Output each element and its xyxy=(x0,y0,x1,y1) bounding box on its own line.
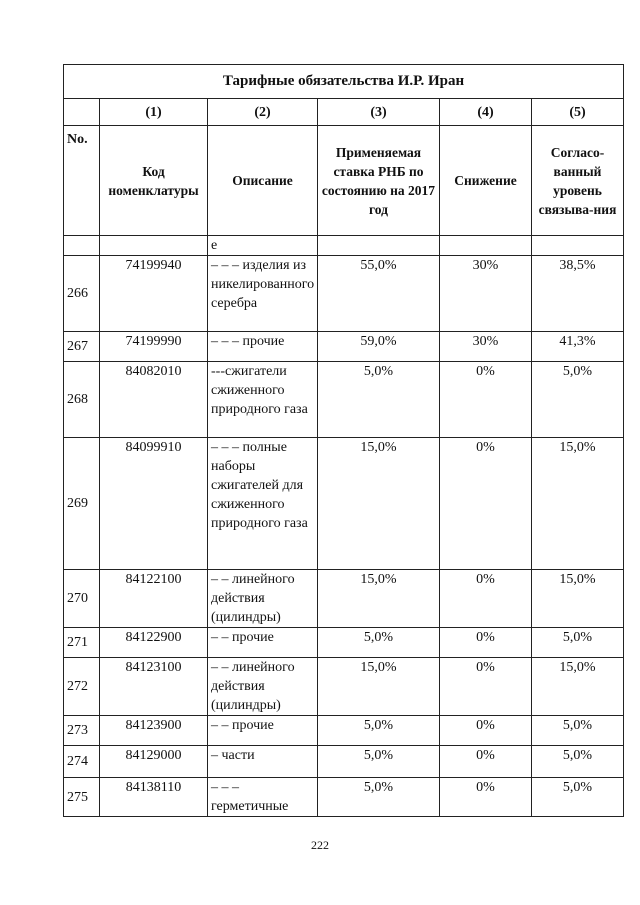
applied-rate: 55,0% xyxy=(318,256,440,332)
reduction: 30% xyxy=(440,332,532,362)
row-number: 273 xyxy=(64,716,100,746)
table-row xyxy=(64,570,624,628)
row-number: 274 xyxy=(64,746,100,778)
applied-rate: 5,0% xyxy=(318,778,440,817)
row-number: 266 xyxy=(64,256,100,332)
row-number: 271 xyxy=(64,628,100,658)
header-code: Код номенклатуры xyxy=(100,126,208,236)
bound-level: 38,5% xyxy=(532,256,624,332)
col-number-blank xyxy=(64,99,100,126)
cont-cell xyxy=(440,236,532,256)
nomenclature-code: 84129000 xyxy=(100,746,208,778)
reduction: 0% xyxy=(440,746,532,778)
nomenclature-code: 84123900 xyxy=(100,716,208,746)
applied-rate: 5,0% xyxy=(318,716,440,746)
reduction: 0% xyxy=(440,628,532,658)
bound-level: 5,0% xyxy=(532,746,624,778)
reduction: 0% xyxy=(440,658,532,716)
reduction: 0% xyxy=(440,362,532,438)
nomenclature-code: 84099910 xyxy=(100,438,208,570)
applied-rate: 59,0% xyxy=(318,332,440,362)
applied-rate: 5,0% xyxy=(318,628,440,658)
description: – части xyxy=(208,746,318,778)
table-row xyxy=(64,628,624,658)
description: – – прочие xyxy=(208,628,318,658)
tariff-table xyxy=(63,64,624,817)
col-number-1: (1) xyxy=(100,99,208,126)
col-number-5: (5) xyxy=(532,99,624,126)
nomenclature-code: 84082010 xyxy=(100,362,208,438)
bound-level: 5,0% xyxy=(532,628,624,658)
header-applied-rate: Применяемая ставка РНБ по состоянию на 2017 год xyxy=(318,126,440,236)
applied-rate: 15,0% xyxy=(318,658,440,716)
nomenclature-code: 84122100 xyxy=(100,570,208,628)
bound-level: 5,0% xyxy=(532,716,624,746)
cont-cell xyxy=(318,236,440,256)
header-reduction: Снижение xyxy=(440,126,532,236)
nomenclature-code: 84123100 xyxy=(100,658,208,716)
bound-level: 15,0% xyxy=(532,570,624,628)
description: – – – изделия из никелированного серебра xyxy=(208,256,318,332)
row-number: 268 xyxy=(64,362,100,438)
col-number-3: (3) xyxy=(318,99,440,126)
cont-cell xyxy=(532,236,624,256)
description: – – линейного действия (цилиндры) xyxy=(208,570,318,628)
applied-rate: 15,0% xyxy=(318,438,440,570)
description: – – прочие xyxy=(208,716,318,746)
table-title: Тарифные обязательства И.Р. Иран xyxy=(64,65,624,99)
page-number: 222 xyxy=(311,838,329,852)
reduction: 0% xyxy=(440,778,532,817)
header-bound-level: Согласо-ванный уровень связыва-ния xyxy=(532,126,624,236)
bound-level: 15,0% xyxy=(532,438,624,570)
bound-level: 5,0% xyxy=(532,778,624,817)
reduction: 30% xyxy=(440,256,532,332)
description: ---сжигатели сжиженного природного газа xyxy=(208,362,318,438)
bound-level: 41,3% xyxy=(532,332,624,362)
bound-level: 15,0% xyxy=(532,658,624,716)
col-number-2: (2) xyxy=(208,99,318,126)
col-number-4: (4) xyxy=(440,99,532,126)
reduction: 0% xyxy=(440,438,532,570)
applied-rate: 5,0% xyxy=(318,746,440,778)
table-row xyxy=(64,716,624,746)
reduction: 0% xyxy=(440,570,532,628)
table-row xyxy=(64,746,624,778)
description: – – линейного действия (цилиндры) xyxy=(208,658,318,716)
reduction: 0% xyxy=(440,716,532,746)
table-row xyxy=(64,658,624,716)
description: – – – полные наборы сжигателей для сжиженного природного газа xyxy=(208,438,318,570)
applied-rate: 5,0% xyxy=(318,362,440,438)
table-row xyxy=(64,362,624,438)
row-number: 267 xyxy=(64,332,100,362)
applied-rate: 15,0% xyxy=(318,570,440,628)
bound-level: 5,0% xyxy=(532,362,624,438)
row-number: 269 xyxy=(64,438,100,570)
table-row xyxy=(64,332,624,362)
description: – – – герметичные xyxy=(208,778,318,817)
nomenclature-code: 74199940 xyxy=(100,256,208,332)
nomenclature-code: 84138110 xyxy=(100,778,208,817)
table-row xyxy=(64,438,624,570)
cont-cell xyxy=(100,236,208,256)
table-row xyxy=(64,256,624,332)
header-description: Описание xyxy=(208,126,318,236)
table-row xyxy=(64,778,624,817)
row-number: 270 xyxy=(64,570,100,628)
nomenclature-code: 84122900 xyxy=(100,628,208,658)
row-number: 275 xyxy=(64,778,100,817)
row-number: 272 xyxy=(64,658,100,716)
cont-cell xyxy=(64,236,100,256)
cont-description: е xyxy=(208,236,318,256)
nomenclature-code: 74199990 xyxy=(100,332,208,362)
description: – – – прочие xyxy=(208,332,318,362)
header-no: No. xyxy=(64,126,100,236)
